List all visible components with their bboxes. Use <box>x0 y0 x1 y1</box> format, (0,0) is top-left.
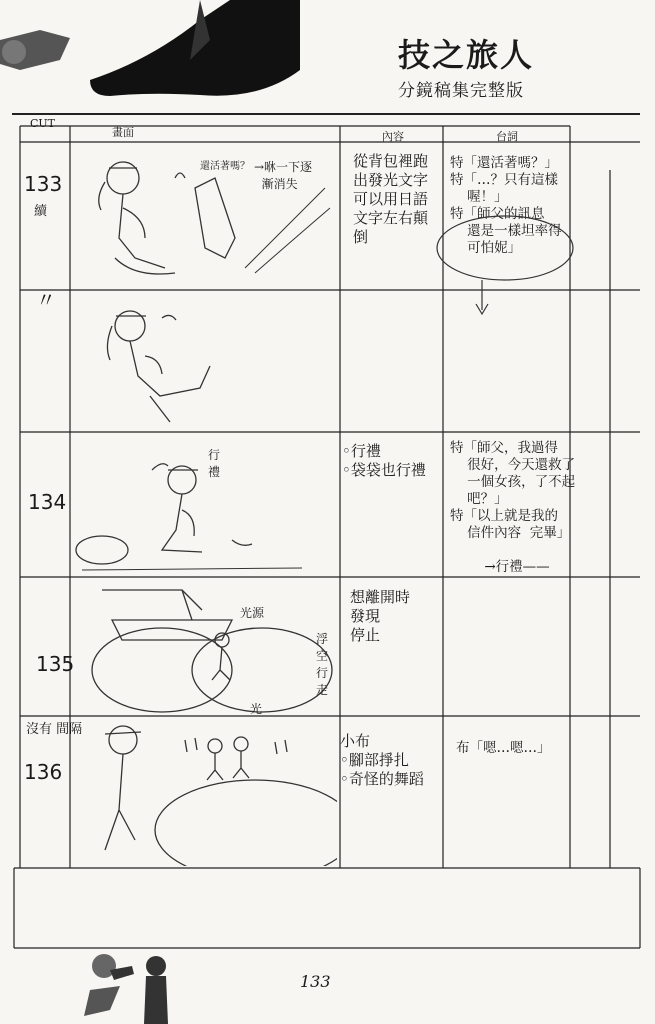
content-text: ◦行禮 ◦袋袋也行禮 <box>342 442 426 479</box>
panel-sketch-girl-bowing <box>72 440 312 574</box>
book-subtitle: 分鏡稿集完整版 <box>398 81 524 101</box>
sketch-label: 浮 空 行 走 <box>316 632 329 697</box>
column-header-content: 內容 <box>382 130 404 143</box>
sketch-label: →咻一下逐 漸消失 <box>254 160 313 191</box>
column-header-dialogue: 台詞 <box>496 130 518 143</box>
dialogue-text: 布「嗯…嗯…」 <box>456 740 551 756</box>
sketch-label: 行 禮 <box>208 448 221 479</box>
content-text: 想離開時 發現 停止 <box>350 588 411 644</box>
cut-number: 135 <box>36 652 75 676</box>
cut-number: 133 <box>24 172 63 196</box>
panel-sketch-bag-closeup <box>72 580 337 714</box>
dialogue-text: 特「還活著嗎？」 特「…？只有這樣 喔！」 特「師父的訊息 還是一樣坦率得 可怕妮」 <box>450 155 562 256</box>
sketch-label: 還活著嗎？ <box>200 161 250 172</box>
cut-note: 續 <box>34 204 48 219</box>
dialogue-text: 特「師父，我過得 很好，今天還救了 一個女孩，了不起 吧？」 特「以上就是我的 信件內容 完畢」 →行禮—— <box>450 440 576 575</box>
cut-note: 沒有 間隔 <box>26 722 83 737</box>
column-header-picture: 畫面 <box>112 126 134 139</box>
footer-character-illustration <box>70 950 180 1024</box>
sketch-label: 光源 <box>240 606 265 620</box>
panel-sketch-girl-reading <box>90 296 250 428</box>
page-number: 133 <box>300 972 331 991</box>
sketch-label: 光 <box>250 702 263 716</box>
book-title: 技之旅人 <box>398 36 535 74</box>
content-text: 從背包裡跑 出發光文字 可以用日語 文字左右顛 倒 <box>353 152 429 246</box>
panel-sketch-dancing-figures <box>75 720 337 866</box>
cut-number: 136 <box>24 760 63 784</box>
dialogue-circle-annotation <box>430 210 580 320</box>
cut-number: 〃 <box>36 288 56 312</box>
content-text: 小布 ◦腳部掙扎 ◦奇怪的舞蹈 <box>340 732 424 788</box>
cut-number: 134 <box>28 490 67 514</box>
column-header-cut: CUT <box>30 117 56 130</box>
